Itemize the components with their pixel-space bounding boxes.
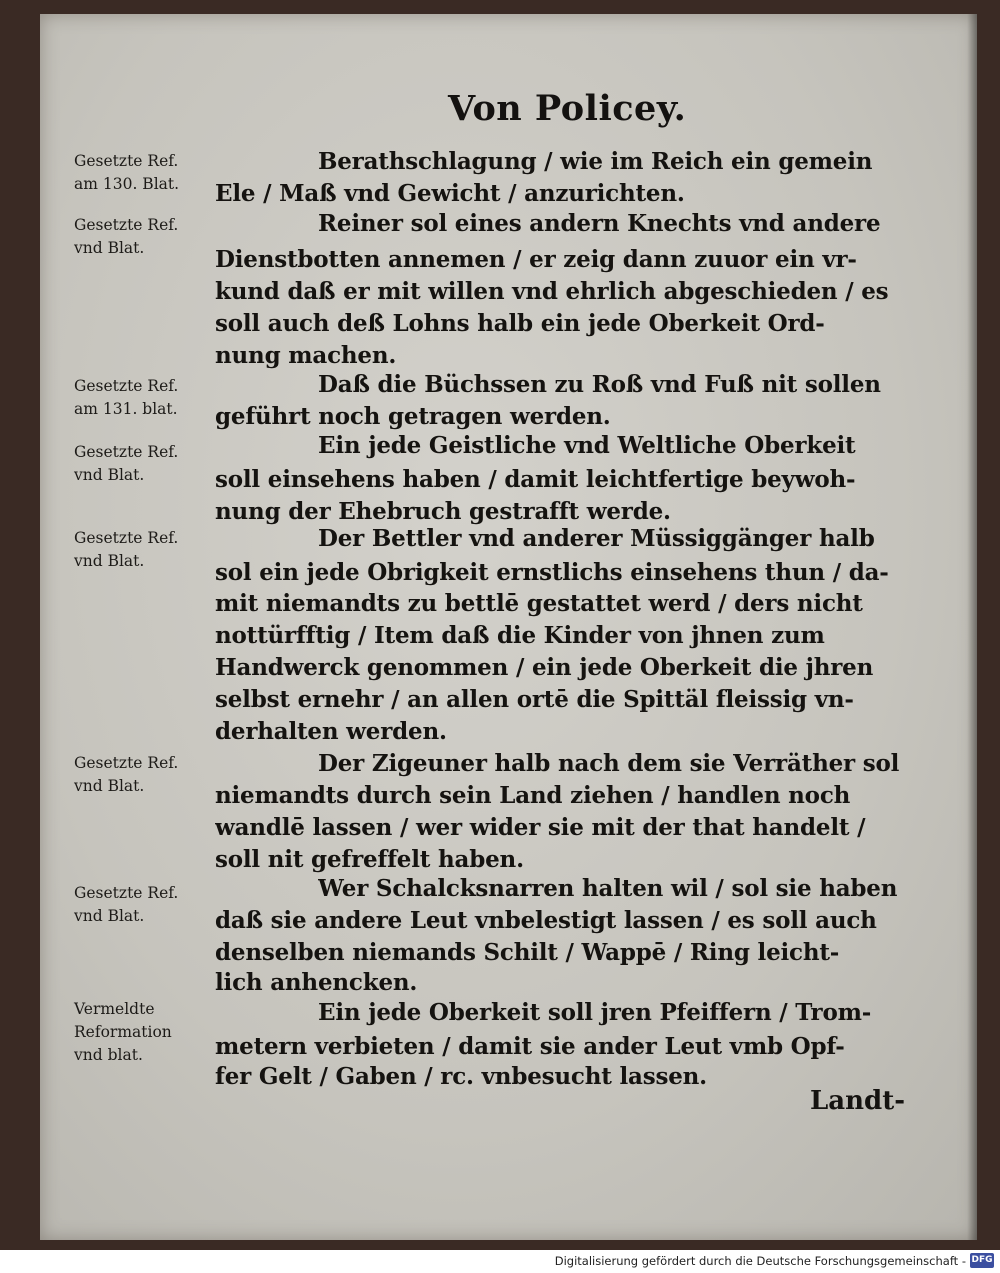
text-line: daß sie andere Leut vnbelestigt lassen / es soll auch bbox=[215, 907, 877, 934]
text-line: Wer Schalcksnarren halten wil / sol sie haben bbox=[318, 875, 898, 902]
text-line: Ele / Maß vnd Gewicht / anzurichten. bbox=[215, 180, 685, 207]
text-line: Der Bettler vnd anderer Müssiggänger halb bbox=[318, 525, 875, 552]
margin-note-line: Vermeldte bbox=[74, 1000, 155, 1018]
margin-note-line: Gesetzte Ref. bbox=[74, 377, 179, 395]
text-line: metern verbieten / damit sie ander Leut vmb Opf- bbox=[215, 1033, 845, 1060]
margin-note-line: Gesetzte Ref. bbox=[74, 216, 179, 234]
margin-note-line: Gesetzte Ref. bbox=[74, 152, 179, 170]
margin-note-line: vnd Blat. bbox=[74, 239, 145, 257]
text-line: wandlē lassen / wer wider sie mit der that handelt / bbox=[215, 814, 866, 841]
margin-note-line: Gesetzte Ref. bbox=[74, 884, 179, 902]
page-heading: Von Policey. bbox=[448, 88, 687, 129]
margin-note-line: vnd Blat. bbox=[74, 552, 145, 570]
text-line: Daß die Büchssen zu Roß vnd Fuß nit sollen bbox=[318, 371, 881, 398]
text-line: lich anhencken. bbox=[215, 969, 418, 996]
text-line: nottürfftig / Item daß die Kinder von jhnen zum bbox=[215, 622, 825, 649]
text-line: Handwerck genommen / ein jede Oberkeit die jhren bbox=[215, 654, 874, 681]
text-line: mit niemandts zu bettlē gestattet werd / ders nicht bbox=[215, 590, 863, 617]
margin-note-line: vnd Blat. bbox=[74, 777, 145, 795]
text-line: Ein jede Oberkeit soll jren Pfeiffern / Trom- bbox=[318, 999, 872, 1026]
text-line: kund daß er mit willen vnd ehrlich abgeschieden / es bbox=[215, 278, 889, 305]
text-line: niemandts durch sein Land ziehen / handlen noch bbox=[215, 782, 851, 809]
margin-note-line: am 130. Blat. bbox=[74, 175, 180, 193]
text-line: geführt noch getragen werden. bbox=[215, 403, 611, 430]
text-line: fer Gelt / Gaben / rc. vnbesucht lassen. bbox=[215, 1063, 707, 1090]
text-line: nung der Ehebruch gestrafft werde. bbox=[215, 498, 671, 525]
margin-note-line: vnd Blat. bbox=[74, 466, 145, 484]
text-line: soll einsehens haben / damit leichtfertige beywoh- bbox=[215, 466, 856, 493]
margin-note-line: vnd blat. bbox=[74, 1046, 143, 1064]
margin-note-line: Gesetzte Ref. bbox=[74, 754, 179, 772]
text-line: selbst ernehr / an allen ortē die Spittäl fleissig vn- bbox=[215, 686, 854, 713]
margin-note-line: am 131. blat. bbox=[74, 400, 178, 418]
footer-bar bbox=[0, 1250, 1000, 1273]
text-line: Dienstbotten annemen / er zeig dann zuuor ein vr- bbox=[215, 246, 857, 273]
text-line: soll auch deß Lohns halb ein jede Oberkeit Ord- bbox=[215, 310, 825, 337]
text-line: Der Zigeuner halb nach dem sie Verräther sol bbox=[318, 750, 900, 777]
margin-note-line: Gesetzte Ref. bbox=[74, 529, 179, 547]
text-line: denselben niemands Schilt / Wappē / Ring leicht- bbox=[215, 939, 840, 966]
text-line: nung machen. bbox=[215, 342, 397, 369]
text-line: soll nit gefreffelt haben. bbox=[215, 846, 524, 873]
text-line: sol ein jede Obrigkeit ernstlichs einsehens thun / da- bbox=[215, 559, 889, 586]
text-line: Reiner sol eines andern Knechts vnd andere bbox=[318, 210, 881, 237]
text-line: Berathschlagung / wie im Reich ein gemein bbox=[318, 148, 873, 175]
margin-note-line: Gesetzte Ref. bbox=[74, 443, 179, 461]
text-line: derhalten werden. bbox=[215, 718, 447, 745]
margin-note-line: vnd Blat. bbox=[74, 907, 145, 925]
margin-note-line: Reformation bbox=[74, 1023, 172, 1041]
footer-text: Digitalisierung gefördert durch die Deutsche Forschungsgemeinschaft - bbox=[554, 1254, 966, 1268]
text-line: Ein jede Geistliche vnd Weltliche Oberkeit bbox=[318, 432, 856, 459]
catchword: Landt- bbox=[810, 1086, 906, 1116]
dfg-logo-icon: DFG bbox=[970, 1253, 994, 1268]
